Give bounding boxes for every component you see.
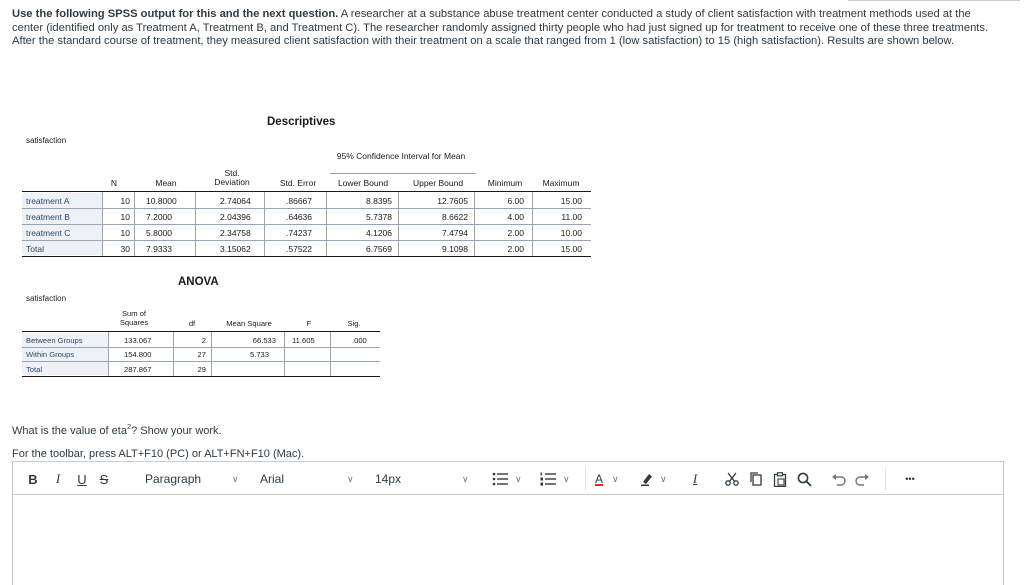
undo-icon[interactable] [829, 469, 847, 489]
cut-icon[interactable] [723, 469, 741, 489]
cell-n: 30 [120, 244, 130, 254]
cell-sum-of-squares: 154.800 [124, 350, 152, 359]
cell-std-error: .64636 [286, 212, 312, 222]
descriptives-title: Descriptives [267, 116, 336, 128]
question-suffix: ? Show your work. [131, 425, 222, 437]
cell-mean: 7.9333 [146, 244, 172, 254]
descriptives-bottom-rule [22, 256, 591, 257]
paste-icon[interactable] [771, 469, 789, 489]
anova-df-divider [211, 332, 212, 376]
row-label: Total [26, 365, 43, 374]
more-options-button[interactable]: ••• [905, 474, 915, 484]
cell-upper-bound: 9.1098 [442, 244, 468, 254]
cell-n: 10 [120, 212, 130, 222]
font-size-select[interactable]: 14px [375, 472, 402, 486]
ci-underline [330, 173, 476, 174]
toolbar-separator [585, 468, 586, 490]
block-format-select[interactable]: Paragraph [145, 472, 202, 486]
cell-minimum: 6.00 [507, 196, 524, 206]
anova-title: ANOVA [178, 276, 219, 288]
highlight-color-icon[interactable] [639, 469, 655, 489]
anova-label-divider [108, 332, 109, 376]
bold-button[interactable]: B [28, 471, 38, 487]
col-header-n: N [110, 178, 118, 188]
anova-variable-label: satisfaction [26, 294, 67, 303]
row-divider [22, 361, 380, 362]
cell-lower-bound: 6.7569 [366, 244, 392, 254]
cell-std-error: .57522 [286, 244, 312, 254]
cell-std-error: .74237 [286, 228, 312, 238]
row-divider [22, 208, 591, 209]
intro-body: A researcher at a substance abuse treatment center conducted a study of client satisfaction with treatment methods used at the center (identified only as Treatment A, Treatment B, and Treatment C). The researcher randomly assigned thirty people who had just signed up for treatment to receive one of these three treatments. After the standard course of treatment, they measured client satisfaction with their treatment on a scale that ranged from 1 (low satisfaction) to 15 (high satisfaction). Results are shown below. [12, 8, 989, 47]
ordered-list-icon[interactable] [539, 469, 557, 489]
font-family-select[interactable]: Arial [260, 472, 285, 486]
cell-sig: .000 [352, 336, 367, 345]
editor-content-area[interactable] [13, 496, 1003, 585]
col-header-df: df [188, 319, 196, 328]
cell-maximum: 11.00 [561, 212, 582, 222]
editor-toolbar [13, 462, 1003, 495]
cell-df: 2 [201, 336, 206, 345]
row-label: Between Groups [26, 336, 83, 345]
anova-bottom-rule [22, 376, 380, 377]
cell-mean-square: 66.533 [252, 336, 276, 345]
cell-lower-bound: 5.7378 [366, 212, 392, 222]
chevron-down-icon: ∨ [347, 473, 354, 484]
cell-std-deviation: 3.15062 [220, 244, 251, 254]
cell-mean: 10.8000 [146, 196, 177, 206]
chevron-down-icon: ∨ [612, 473, 619, 484]
chevron-down-icon: ∨ [462, 473, 469, 484]
cell-upper-bound: 8.6622 [442, 212, 468, 222]
toolbar-hint: For the toolbar, press ALT+F10 (PC) or ALT+FN+F10 (Mac). [12, 448, 305, 460]
cell-minimum: 4.00 [507, 212, 524, 222]
descriptives-header-rule [22, 191, 591, 192]
cell-maximum: 10.00 [560, 228, 582, 238]
redo-icon[interactable] [853, 469, 871, 489]
cell-std-deviation: 2.04396 [220, 212, 251, 222]
search-icon[interactable] [795, 469, 813, 489]
col-header-lower-bound: Lower Bound [337, 178, 389, 188]
col-header-f: F [306, 319, 312, 328]
row-divider [22, 347, 380, 348]
cell-df: 29 [197, 365, 206, 374]
col-header-std-error: Std. Error [279, 178, 317, 188]
anova-ss-divider [173, 332, 174, 376]
chevron-down-icon: ∨ [660, 473, 667, 484]
underline-button[interactable]: U [77, 471, 87, 487]
col-header-upper-bound: Upper Bound [412, 178, 464, 188]
cell-std-deviation: 2.74064 [220, 196, 251, 206]
anova-ms-divider [284, 332, 285, 376]
cell-f: 11.605 [292, 336, 315, 345]
cell-upper-bound: 12.7605 [437, 196, 468, 206]
text-color-button[interactable]: A [594, 472, 603, 486]
row-label: treatment C [26, 228, 71, 238]
col-header-minimum: Minimum [487, 178, 523, 188]
chevron-down-icon: ∨ [515, 473, 522, 484]
rich-text-editor [12, 461, 1004, 585]
cell-n: 10 [120, 228, 130, 238]
cell-n: 10 [120, 196, 130, 206]
top-divider [848, 0, 1020, 1]
descriptives-variable-label: satisfaction [26, 136, 67, 145]
question-prefix: What is the value of eta [12, 425, 127, 437]
cell-minimum: 2.00 [507, 228, 524, 238]
row-divider [22, 224, 591, 225]
intro-lead: Use the following SPSS output for this and the next question. [12, 8, 339, 20]
col-header-sum-of-squares-1: Sum of [121, 309, 147, 318]
row-label: treatment B [26, 212, 70, 222]
cell-mean: 7.2000 [146, 212, 172, 222]
cell-upper-bound: 7.4794 [442, 228, 468, 238]
row-label: Total [26, 244, 44, 254]
chevron-down-icon: ∨ [232, 473, 239, 484]
toolbar-separator [885, 468, 886, 490]
cell-sum-of-squares: 133.067 [124, 336, 152, 345]
copy-icon[interactable] [747, 469, 765, 489]
question-intro [12, 8, 1002, 49]
clear-formatting-button[interactable]: I [692, 471, 698, 486]
cell-maximum: 15.00 [560, 196, 582, 206]
cell-mean: 5.8000 [146, 228, 172, 238]
col-header-mean: Mean [155, 178, 177, 188]
cell-lower-bound: 4.1206 [366, 228, 392, 238]
chevron-down-icon: ∨ [563, 473, 570, 484]
row-label: treatment A [26, 196, 70, 206]
question-prompt [12, 422, 222, 437]
anova-f-divider [330, 332, 331, 376]
col-header-maximum: Maximum [542, 178, 580, 188]
cell-maximum: 15.00 [560, 244, 582, 254]
col-header-sig: Sig. [347, 319, 361, 328]
row-divider [22, 240, 591, 241]
cell-std-deviation: 2.34758 [220, 228, 251, 238]
row-label: Within Groups [26, 350, 75, 359]
strikethrough-button[interactable]: S [99, 471, 109, 487]
col-header-std-deviation-2: Deviation [214, 177, 250, 187]
unordered-list-icon[interactable] [491, 469, 509, 489]
cell-df: 27 [197, 350, 206, 359]
anova-header-rule [22, 331, 380, 332]
ci-header: 95% Confidence Interval for Mean [336, 151, 466, 161]
question-superscript: 2 [126, 422, 132, 431]
cell-mean-square: 5.733 [250, 350, 270, 359]
col-header-std-deviation-1: Std. [224, 168, 240, 178]
cell-std-error: .86667 [286, 196, 312, 206]
cell-lower-bound: 8.8395 [366, 196, 392, 206]
cell-minimum: 2.00 [507, 244, 524, 254]
italic-button[interactable]: I [55, 471, 61, 486]
cell-sum-of-squares: 287.867 [124, 365, 152, 374]
col-header-mean-square: Mean Square [226, 319, 272, 328]
col-header-sum-of-squares-2: Squares [119, 318, 149, 327]
